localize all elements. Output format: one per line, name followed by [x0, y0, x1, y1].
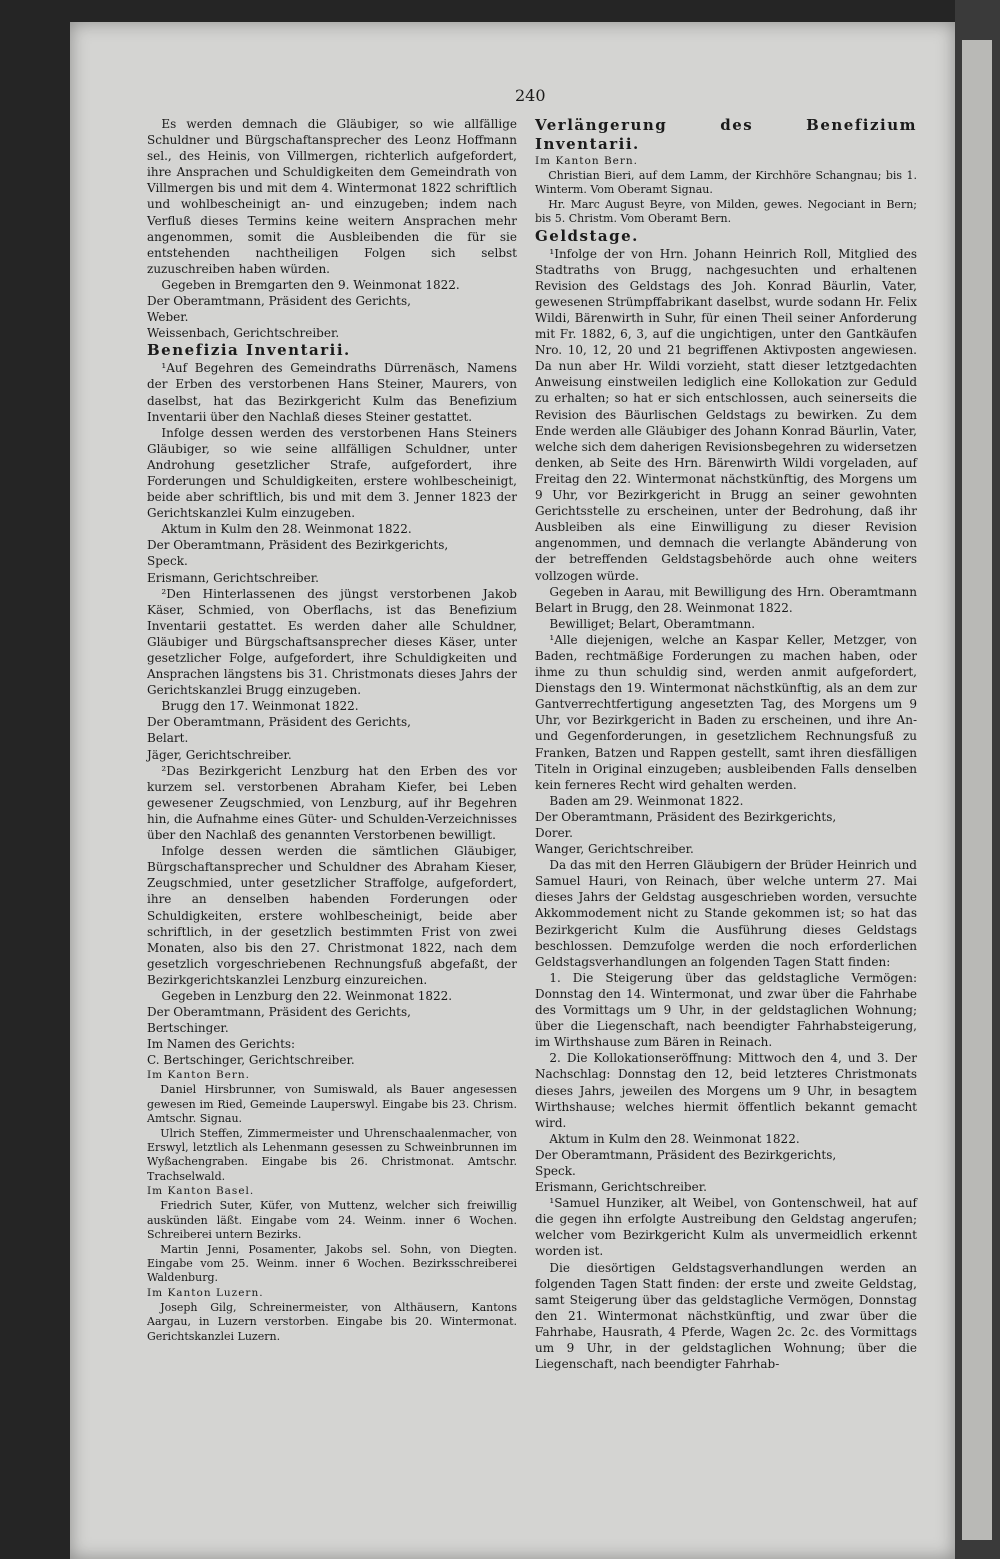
- signature-line: Erismann, Gerichtschreiber.: [535, 1180, 707, 1195]
- canton-subheading: Im Kanton Bern.: [147, 1069, 250, 1082]
- notice-paragraph: Gegeben in Aarau, mit Bewilligung des Hrn. Oberamtmann Belart in Brugg, den 28. Weinmonat 1822.: [535, 584, 917, 615]
- notice-paragraph: ¹Alle diejenigen, welche an Kaspar Keller, Metzger, von Baden, rechtmäßige Forderungen zu machen haben, oder ihme zu thun schuldig sind, werden anmit aufgefordert, Dienstags den 19. Wintermonat nächstkünftig, als an dem zur Gantverrechtfertigung angesetzten Tag, des Morgens um 9 Uhr, vor Bezirkgericht in Baden zu erscheinen, und ihre An- und Gegenforderungen, in gesetzlichem Rechnungsfuß zu Franken, Batzen und Rappen gestellt, samt ihren diesfälligen Titeln in Original einzugeben; ausbleibenden Falls denselben kein ferneres Recht wird gehalten werden.: [535, 632, 917, 792]
- notice-paragraph: Es werden demnach die Gläubiger, so wie allfällige Schuldner und Bürgschaftansprecher des Leonz Hoffmann sel., des Heinis, von Villmergen, richterlich aufgefordert, ihre Ansprachen und Schuldigkeiten dem Gemeindrath von Villmergen bis und mit dem 4. Wintermonat 1822 schriftlich und wohlbescheinigt an- und einzugeben; indem nach Verfluß dieses Termins keine weitern Ansprachen mehr angenommen, somit die Ausbleibenden die für sie entstehenden nachtheiligen Folgen sich selbst zuzuschreiben haben würden.: [147, 117, 517, 276]
- section-title: Verlängerung des Benefizium Inventarii.: [535, 116, 917, 153]
- notice-paragraph: Gegeben in Bremgarten den 9. Weinmonat 1822.: [161, 277, 460, 292]
- signature-line: Jäger, Gerichtschreiber.: [147, 747, 292, 762]
- notice-paragraph: Bewilliget; Belart, Oberamtmann.: [549, 616, 756, 631]
- notice-paragraph: Aktum in Kulm den 28. Weinmonat 1822.: [161, 522, 412, 537]
- notice-entry: Joseph Gilg, Schreinermeister, von Althäusern, Kantons Aargau, in Luzern verstorben. Eingabe bis 20. Wintermonat. Gerichtskanzlei Luzern.: [147, 1300, 517, 1343]
- signature-line: Im Namen des Gerichts:: [147, 1037, 296, 1052]
- signature-line: Belart.: [147, 731, 189, 746]
- notice-paragraph: 2. Die Kollokationseröffnung: Mittwoch den 4, und 3. Der Nachschlag: Donnstag den 12, beid letzteres Christmonats dieses Jahrs, jeweilen des Morgens um 9 Uhr, in besagtem Wirthshause; welches hiermit öffentlich bekannt gemacht wird.: [535, 1051, 917, 1130]
- adjacent-page-strip: [962, 40, 992, 1540]
- notice-paragraph: Da das mit den Herren Gläubigern der Brüder Heinrich und Samuel Hauri, von Reinach, über welche unterm 27. Mai dieses Jahrs der Geldstag ausgeschrieben worden, versuchte Akkommodement nicht zu Stande gekommen ist; so hat das Bezirkgericht Kulm die Ausführung dieses Geldstags beschlossen. Demzufolge werden die noch erforderlichen Geldstagsverhandlungen an folgenden Tagen Statt finden:: [535, 858, 917, 969]
- signature-line: Der Oberamtmann, Präsident des Bezirkgerichts,: [147, 538, 449, 553]
- notice-entry: Hr. Marc August Beyre, von Milden, gewes. Negociant in Bern; bis 5. Christm. Vom Oberamt Bern.: [535, 197, 917, 226]
- signature-line: Der Oberamtmann, Präsident des Gerichts,: [147, 294, 411, 309]
- signature-line: Der Oberamtmann, Präsident des Bezirkgerichts,: [535, 1147, 837, 1162]
- notice-paragraph: Brugg den 17. Weinmonat 1822.: [161, 699, 359, 714]
- signature-line: C. Bertschinger, Gerichtschreiber.: [147, 1053, 355, 1068]
- notice-paragraph: 1. Die Steigerung über das geldstagliche Vermögen: Donnstag den 14. Wintermonat, und zwar über die Fahrhabe des Vormittags um 9 Uhr, in der geldstaglichen Wohnung; über die Liegenschaft, nach beendigter Fahrhabsteigerung, im Wirthshause zum Bären in Reinach.: [535, 970, 917, 1050]
- signature-line: Wanger, Gerichtschreiber.: [535, 842, 694, 857]
- signature-line: Weissenbach, Gerichtschreiber.: [147, 326, 340, 341]
- signature-line: Speck.: [147, 554, 188, 569]
- signature-line: Der Oberamtmann, Präsident des Gerichts,: [147, 715, 411, 730]
- notice-paragraph: ²Das Bezirkgericht Lenzburg hat den Erben des vor kurzem sel. verstorbenen Abraham Kiefer, bei Leben gewesener Zeugschmied, von Lenzburg, auf ihr Begehren hin, die Aufnahme eines Güter- und Schulden-Verzeichnisses über den Nachlaß des genannten Verstorbenen bewilligt.: [147, 763, 517, 843]
- section-title: Benefizia Inventarii.: [147, 341, 351, 360]
- canton-subheading: Im Kanton Luzern.: [147, 1286, 264, 1299]
- notice-paragraph: Aktum in Kulm den 28. Weinmonat 1822.: [549, 1131, 800, 1146]
- notice-paragraph: Baden am 29. Weinmonat 1822.: [549, 793, 744, 808]
- notice-paragraph: Die diesörtigen Geldstagsverhandlungen werden an folgenden Tagen Statt finden: der erste und zweite Geldstag, samt Steigerung über das geldstagliche Vermögen, Donnstag den 21. Wintermonat nächstkünftig, und zwar über die Fahrhabe, Hausrath, 4 Pferde, Wagen 2c. 2c. des Vormittags um 9 Uhr, in der geldstaglichen Wohnung; über die Liegenschaft, nach beendigter Fahrhab-: [535, 1260, 917, 1372]
- signature-line: Der Oberamtmann, Präsident des Bezirkgerichts,: [535, 809, 837, 824]
- notice-paragraph: Infolge dessen werden des verstorbenen Hans Steiners Gläubiger, so wie seine allfälligen Schuldner, unter Androhung gesetzlicher Strafe, aufgefordert, ihre Forderungen und Schuldigkeiten, erstere wohlbescheinigt, beide aber schriftlich, bis und mit dem 3. Jenner 1823 der Gerichtskanzlei Kulm einzugeben.: [147, 425, 517, 521]
- canton-subheading: Im Kanton Bern.: [535, 155, 638, 167]
- notice-paragraph: ²Den Hinterlassenen des jüngst verstorbenen Jakob Käser, Schmied, von Oberflachs, ist das Benefizium Inventarii gestattet. Es werden daher alle Schuldner, Gläubiger und Bürgschaftsansprecher dieses Käser, unter gesetzlicher Folge, aufgefordert, ihre Schuldigkeiten und Ansprachen längstens bis 31. Christmonats dieses Jahrs der Gerichtskanzlei Brugg einzugeben.: [147, 586, 517, 698]
- section-title: Geldstage.: [535, 226, 639, 245]
- signature-line: Der Oberamtmann, Präsident des Gerichts,: [147, 1005, 411, 1020]
- notice-paragraph: Gegeben in Lenzburg den 22. Weinmonat 1822.: [161, 988, 453, 1003]
- left-column: [147, 116, 517, 1344]
- signature-line: Erismann, Gerichtschreiber.: [147, 570, 319, 585]
- page-number: 240: [515, 86, 546, 105]
- notice-entry: Friedrich Suter, Küfer, von Muttenz, welcher sich freiwillig auskünden läßt. Eingabe vom 24. Weinm. inner 6 Wochen. Schreiberei untern Bezirks.: [147, 1199, 517, 1242]
- signature-line: Weber.: [147, 310, 189, 325]
- notice-entry: Martin Jenni, Posamenter, Jakobs sel. Sohn, von Diegten. Eingabe vom 25. Weinm. inner 6 Wochen. Bezirksschreiberei Waldenburg.: [147, 1242, 517, 1285]
- signature-line: Dorer.: [535, 826, 573, 840]
- right-column: [535, 116, 917, 1372]
- notice-paragraph: ¹Infolge der von Hrn. Johann Heinrich Roll, Mitglied des Stadtraths von Brugg, nachgesuchten und erhaltenen Revision des Geldstags des Joh. Konrad Bäurlin, Vater, gewesenen Strümpffabrikant daselbst, wurde sodann Hr. Felix Wildi, Bärenwirth in Suhr, für einen Theil seiner Anforderung mit Fr. 1882, 6, 3, auf die ungichtigen, unter den Gantkäufen Nro. 10, 12, 20 und 21 begriffenen Aktivposten angewiesen. Da nun aber Hr. Wildi vorzieht, statt dieser letztgedachten Anweisung einstweilen lediglich eine Kollokation zur Geduld zu erhalten; so hat er sich entschlossen, auch seinerseits die Revision des Bäurlischen Geldstags zu bewirken. Zu dem Ende werden alle Gläubiger des Johann Konrad Bäurlin, Vater, welche sich dem daherigen Revisionsbegehren zu widersetzen denken, ab Seite des Hrn. Bärenwirth Wildi vorgeladen, auf Freitag den 22. Wintermonat nächstkünftig, des Morgens um 9 Uhr, vor Bezirkgericht in Brugg an seiner gewohnten Gerichtsstelle zu erscheinen, unter der Bedrohung, daß ihr Ausbleiben als eine Einwilligung zu dieser Revision angenommen, und demnach die verlangte Abänderung von der betreffenden Geldstagsbehörde auch ohne weiters vollzogen würde.: [535, 246, 917, 583]
- signature-line: Bertschinger.: [147, 1021, 229, 1036]
- signature-line: Speck.: [535, 1163, 576, 1178]
- notice-entry: Christian Bieri, auf dem Lamm, der Kirchhöre Schangnau; bis 1. Winterm. Vom Oberamt Signau.: [535, 169, 917, 197]
- canton-subheading: Im Kanton Basel.: [147, 1185, 255, 1198]
- notice-paragraph: ¹Samuel Hunziker, alt Weibel, von Gontenschweil, hat auf die gegen ihn erfolgte Austreibung den Geldstag angerufen; welcher vom Bezirkgericht Kulm als unvermeidlich erkennt worden ist.: [535, 1196, 917, 1259]
- notice-paragraph: ¹Auf Begehren des Gemeindraths Dürrenäsch, Namens der Erben des verstorbenen Hans Steiner, Maurers, von daselbst, hat das Bezirkgericht Kulm das Benefizium Inventarii über den Nachlaß dieses Steiner gestattet.: [147, 361, 517, 424]
- notice-entry: Ulrich Steffen, Zimmermeister und Uhrenschaalenmacher, von Erswyl, letztlich als Lehenmann gesessen zu Schweinbrunnen im Wyßachengraben. Eingabe bis 26. Christmonat. Amtschr. Trachselwald.: [147, 1126, 517, 1183]
- notice-entry: Daniel Hirsbrunner, von Sumiswald, als Bauer angesessen gewesen im Ried, Gemeinde Lauperswyl. Eingabe bis 23. Chrism. Amtschr. Signau.: [147, 1083, 517, 1126]
- notice-paragraph: Infolge dessen werden die sämtlichen Gläubiger, Bürgschaftansprecher und Schuldner des Abraham Kieser, Zeugschmied, unter gesetzlicher Straffolge, aufgefordert, ihre an denselben habenden Forderungen oder Schuldigkeiten, erstere wohlbescheinigt, beide aber schriftlich, in der gesetzlich bestimmten Frist von zwei Monaten, also bis den 27. Christmonat 1822, nach dem gesetzlich vorgeschriebenen Rechnungsfuß abgefaßt, der Bezirkgerichtskanzlei Lenzburg einzureichen.: [147, 844, 517, 987]
